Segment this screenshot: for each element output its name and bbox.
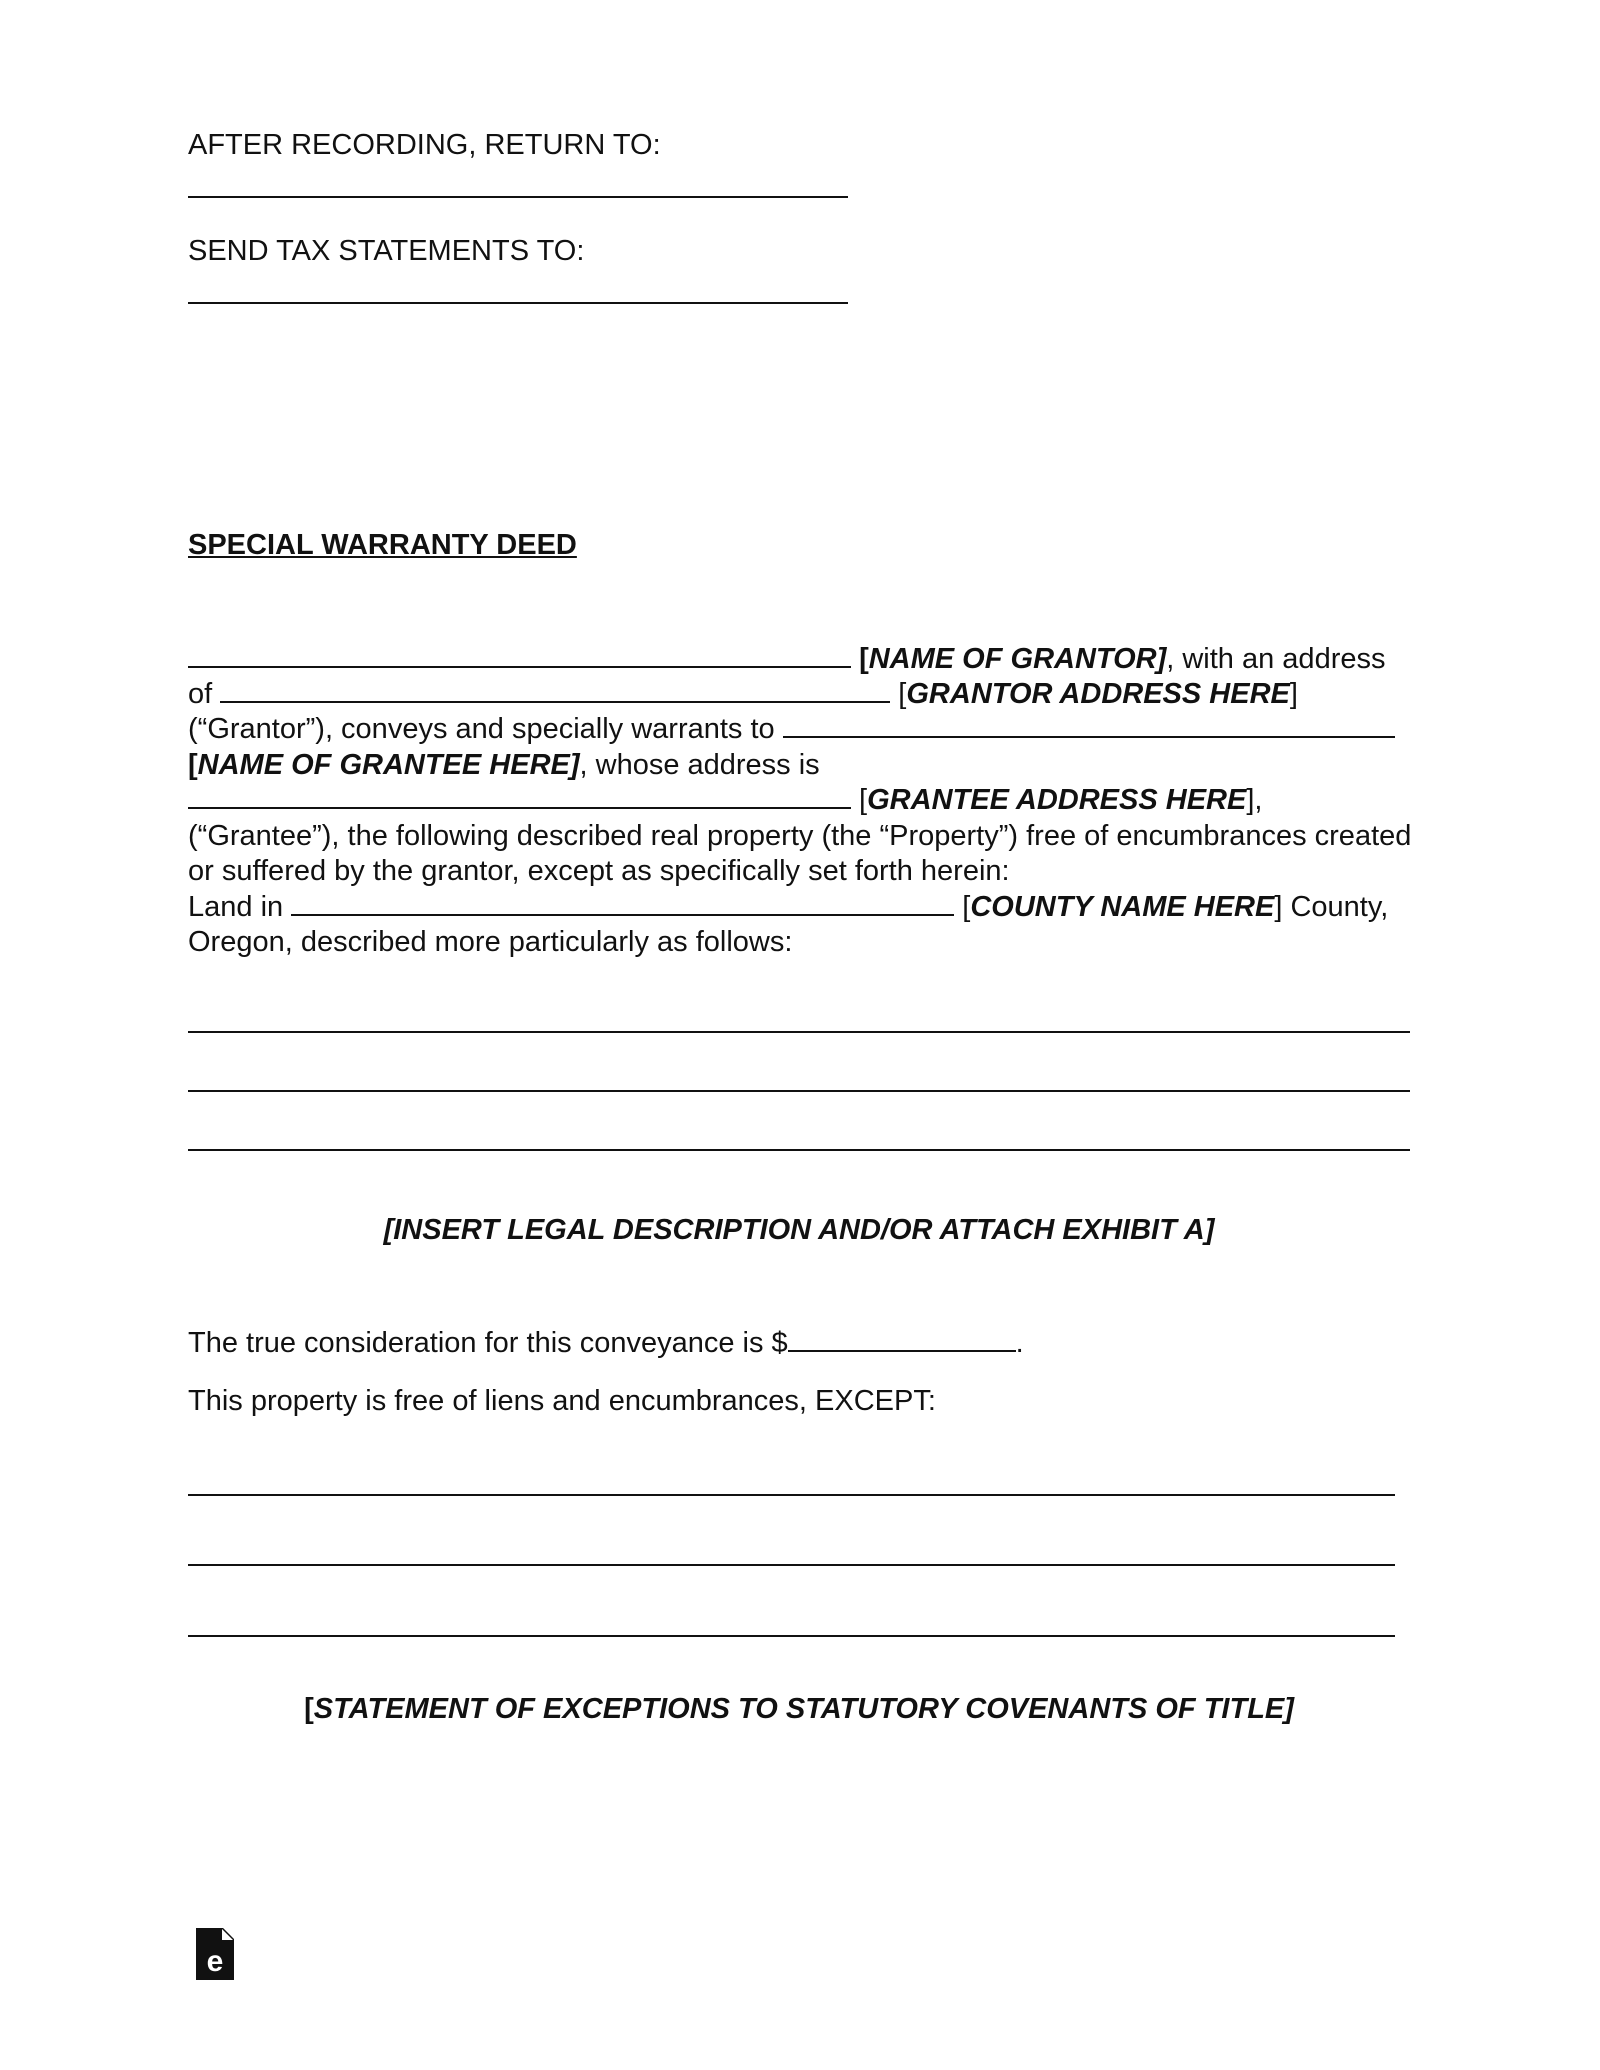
land-in-text: Land in (188, 891, 284, 923)
grantor-name-blank[interactable] (188, 642, 851, 668)
return-to-line[interactable] (188, 196, 848, 198)
svg-text:e: e (206, 1945, 224, 1978)
whose-address-text: , whose address is (579, 749, 820, 781)
legal-description-line-3[interactable] (188, 1149, 1410, 1151)
document-title: SPECIAL WARRANTY DEED (188, 529, 577, 561)
county-placeholder: COUNTY NAME HERE (970, 891, 1275, 923)
exceptions-line-1[interactable] (188, 1494, 1395, 1496)
county-blank[interactable] (291, 890, 954, 916)
grantee-name-blank[interactable] (783, 712, 1395, 738)
grantor-name-line (188, 642, 1385, 677)
grantee-name-placeholder: NAME OF GRANTEE HERE] (197, 749, 580, 781)
of-word: of (188, 678, 213, 710)
consideration-end: . (1015, 1327, 1024, 1359)
grantee-name-line (188, 748, 820, 783)
tax-statements-line[interactable] (188, 302, 848, 304)
exceptions-line-3[interactable] (188, 1635, 1395, 1637)
consideration-amount-blank[interactable] (788, 1326, 1016, 1352)
grantee-name-bracket: [ (188, 749, 198, 781)
conveys-text: (“Grantor”), conveys and specially warrants to (188, 713, 775, 745)
grantor-address-placeholder: GRANTOR ADDRESS HERE (906, 678, 1290, 710)
exceptions-note (188, 1692, 1410, 1727)
county-suffix: ] County, (1274, 891, 1389, 923)
conveys-line (188, 712, 1395, 747)
grantee-address-placeholder: GRANTEE ADDRESS HERE (867, 784, 1247, 816)
grantor-name-placeholder: NAME OF GRANTOR] (868, 643, 1167, 675)
grantor-address-line: of [GRANTOR ADDRESS HERE] (188, 678, 1298, 710)
grantor-address-blank[interactable] (220, 677, 890, 703)
grantee-property-line: (“Grantee”), the following described real property (the “Property”) free of encumbrances created (188, 820, 1412, 852)
grantee-address-line: [GRANTEE ADDRESS HERE], (188, 783, 1262, 818)
exceptions-bracket: [ (304, 1693, 314, 1725)
land-in-line: Land in [COUNTY NAME HERE] County, (188, 891, 1389, 923)
consideration-text: The true consideration for this conveyance is $ (188, 1327, 788, 1359)
grantee-address-blank[interactable] (188, 783, 851, 809)
grantor-name-bracket: [ (859, 643, 869, 675)
exceptions-placeholder: STATEMENT OF EXCEPTIONS TO STATUTORY COVENANTS OF TITLE] (313, 1693, 1294, 1725)
exceptions-line-2[interactable] (188, 1564, 1395, 1566)
legal-description-line-1[interactable] (188, 1031, 1410, 1033)
oregon-line: Oregon, described more particularly as follows: (188, 926, 793, 958)
legal-description-line-2[interactable] (188, 1090, 1410, 1092)
legal-description-note: [INSERT LEGAL DESCRIPTION AND/OR ATTACH EXHIBIT A] (383, 1214, 1215, 1246)
liens-line: This property is free of liens and encumbrances, EXCEPT: (188, 1385, 936, 1417)
return-to-label: AFTER RECORDING, RETURN TO: (188, 129, 661, 161)
tax-statements-label: SEND TAX STATEMENTS TO: (188, 235, 585, 267)
suffered-line: or suffered by the grantor, except as specifically set forth herein: (188, 855, 1010, 887)
eforms-logo-icon (196, 1928, 234, 1980)
consideration-line (188, 1326, 1024, 1361)
with-address-text: , with an address (1166, 643, 1386, 675)
